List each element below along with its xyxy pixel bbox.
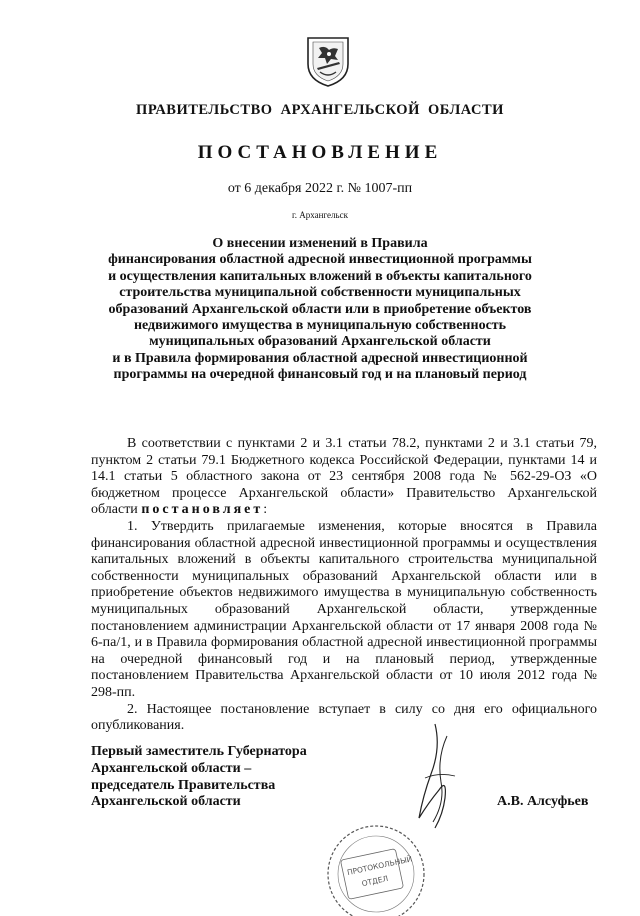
subject-line: недвижимого имущества в муниципальную собственность xyxy=(133,318,507,334)
office-stamp-icon xyxy=(318,816,428,916)
document-date-number: от 6 декабря 2022 г. № 1007-пп xyxy=(227,181,413,196)
position-line: Архангельской области – xyxy=(91,760,252,776)
document-type: ПОСТАНОВЛЕНИЕ xyxy=(197,142,443,163)
subject-line: строительства муниципальной собственности муниципальных xyxy=(119,285,521,301)
subject-line: и в Правила формирования областной адресной инвестиционной xyxy=(112,350,528,366)
decree-colon: : xyxy=(263,502,268,518)
subject-line: О внесении изменений в Правила xyxy=(212,236,428,251)
item-1-paragraph: 1. Утвердить прилагаемые изменения, которые вносятся в Правила финансирования областной адресной инвестиционной программы и осуществления капитальных вложений в объекты капитального строительства муниципальной собственности муниципальных образований Архангельской области или в приобретение объектов недвижимого имущества в муниципальную собственность муниципальных образований Архангельской области, утвержденные постановлением администрации Архангельской области от 17 января 2008 года № 6-па/1, и в Правила формирования областной адресной инвестиционной программы на очередной финансовый год и на плановый период, утвержденные постановлением Правительства Архангельской области от 10 июля 2012 года № 298-пп. xyxy=(91,518,597,700)
signatory-name: А.В. Алсуфьев xyxy=(497,794,589,809)
government-title: ПРАВИТЕЛЬСТВО АРХАНГЕЛЬСКОЙ ОБЛАСТИ xyxy=(136,102,504,118)
subject-line: муниципальных образований Архангельской области xyxy=(149,334,491,350)
position-line: председатель Правительства xyxy=(91,777,276,793)
coat-of-arms-icon xyxy=(305,34,351,88)
document-subject xyxy=(60,236,580,384)
preamble-paragraph xyxy=(91,436,597,519)
subject-line: и осуществления капитальных вложений в объекты капитального xyxy=(108,268,532,284)
stamp-text-1: ПРОТОКОЛЬНЫЙ xyxy=(346,854,414,878)
document-body xyxy=(91,436,597,735)
subject-line: образований Архангельской области или в приобретение объектов xyxy=(108,301,532,317)
signatory-position xyxy=(91,744,391,811)
position-line: Архангельской области xyxy=(91,794,241,810)
stamp-text-2: ОТДЕЛ xyxy=(360,873,389,889)
preamble-text: В соответствии с пунктами 2 и 3.1 статьи 78.2, пунктами 2 и 3.1 статьи 79, пунктом 2 статьи 79.1 Бюджетного кодекса Российской Федерации, пунктами 14 и 14.1 статьи 5 областного закона от 23 сентября 2008 года № 562-29-ОЗ «О бюджетном процессе Архангельской области» Правительство Архангельской области xyxy=(91,436,597,518)
document-city: г. Архангельск xyxy=(292,210,348,220)
position-line: Первый заместитель Губернатора xyxy=(91,744,307,759)
item-2-paragraph: 2. Настоящее постановление вступает в силу со дня его официального опубликования. xyxy=(91,701,597,734)
decree-word: постановляет xyxy=(141,502,264,518)
subject-line: программы на очередной финансовый год и на плановый период xyxy=(113,367,527,383)
subject-line: финансирования областной адресной инвестиционной программы xyxy=(108,252,532,268)
